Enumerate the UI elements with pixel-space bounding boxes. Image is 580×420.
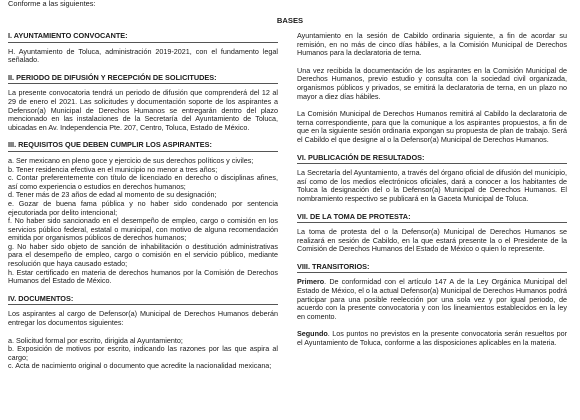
section-2-heading: II. PERIODO DE DIFUSIÓN Y RECEPCIÓN DE SOLICITUDES:: [8, 72, 217, 82]
paragraph: La Comisión Municipal de Derechos Humanos remitirá al Cabildo la declaratoria de terna correspondiente, para que la comunique a los aspirantes propuestos, a fin de que en la siguiente sesión ordinaria expongan su propuesta de plan de trabajo. Será el Cabildo el que designe al o la Defensor(a) Municipal de Derechos Humanos.: [297, 109, 567, 144]
section-2-text: La presente convocatoria tendrá un periodo de difusión que comprenderá del 12 al 29 de enero el 2021. Las solicitudes y documentación soporte de los aspirantes a Defensor(a) Municipal de Derechos Humanos se entregarán dentro del plazo mencionado en las instalaciones de la Secretaría del Ayuntamiento de Toluca, ubicadas en Av. Independencia Pte. 207, Centro, Toluca, Estado de México.: [8, 88, 278, 132]
transitorio-label: Segundo: [297, 329, 328, 339]
transitorio-text: . De conformidad con el artículo 147 A de la Ley Orgánica Municipal del Estado de México, el o la actual Defensor(a) Municipal de Derechos Humanos podrá participar para una posible reelección por una sola vez y por igual periodo, de acuerdo con la presente convocatoria y con los lineamientos establecidos en la ley en comento.: [297, 277, 567, 321]
list-item: a. Ser mexicano en pleno goce y ejercicio de sus derechos políticos y civiles;: [8, 155, 254, 165]
left-column: [8, 32, 278, 371]
list-item: g. No haber sido objeto de sanción de inhabilitación o destitución administrativas para el desempeño de empleo, cargo o comisión en el servicio público, mediante resolución que haya causado estado;: [8, 241, 278, 269]
list-item: d. Tener más de 23 años de edad al momento de su designación;: [8, 190, 217, 200]
section-1-heading: I. AYUNTAMIENTO CONVOCANTE:: [8, 31, 128, 40]
section-4-heading: IV. DOCUMENTOS:: [8, 293, 74, 303]
section-1-text: H. Ayuntamiento de Toluca, administración 2019-2021, con el fundamento legal señalado.: [8, 46, 278, 65]
list-item: h. Estar certificado en materia de derechos humanos por la Comisión de Derechos Humanos del Estado de México.: [8, 267, 278, 286]
bases-title: BASES: [276, 16, 304, 25]
section-divider: [8, 151, 278, 152]
section-7-text: La toma de protesta del o la Defensor(a) Municipal de Derechos Humanos se realizará en sesión de Cabildo, en la que estará presente la o el Presidente de la Comisión de Derechos Humanos del Estado de México o quien lo represente.: [297, 227, 567, 254]
transitorio-segundo: [297, 330, 567, 347]
section-3-heading: III. REQUISITOS QUE DEBEN CUMPLIR LOS ASPIRANTES:: [8, 140, 212, 150]
right-column: [297, 32, 567, 357]
requirements-list: [8, 157, 278, 286]
section-6-heading: VI. PUBLICACIÓN DE RESULTADOS:: [297, 152, 425, 162]
section-divider: [297, 222, 567, 223]
list-item: b. Tener residencia efectiva en el municipio no menor a tres años;: [8, 164, 218, 174]
list-item: c. Acta de nacimiento original o documento que acredite la nacionalidad mexicana;: [8, 361, 272, 371]
paragraph: Una vez recibida la documentación de los aspirantes en la Comisión Municipal de Derechos Humanos, previo estudio y consulta con la sociedad civil organizada, organismos públicos y privados, se emitirá la declaratoria de terna, en un plazo no mayor a diez días hábiles.: [297, 65, 567, 101]
list-item: e. Gozar de buena fama pública y no haber sido condenado por sentencia ejecutoriada por delito intencional;: [8, 198, 278, 217]
transitorio-primero: [297, 278, 567, 321]
section-divider: [8, 83, 278, 84]
section-4-text: Los aspirantes al cargo de Defensor(a) Municipal de Derechos Humanos deberán entregar los documentos siguientes:: [8, 309, 278, 328]
list-item: c. Contar preferentemente con título de licenciado en derecho o disciplinas afines, así como experiencia o estudios en derechos humanos;: [8, 173, 278, 191]
section-divider: [8, 42, 278, 43]
list-item: f. No haber sido sancionado en el desempeño de empleo, cargo o comisión en los servicios público federal, estatal o municipal, con motivo de alguna recomendación emitida por organismos públicos de derechos humanos;: [8, 216, 278, 243]
section-divider: [8, 304, 278, 305]
section-7-heading: VII. DE LA TOMA DE PROTESTA:: [297, 211, 411, 221]
section-divider: [297, 163, 567, 164]
intro-text: Conforme a las siguientes:: [8, 0, 96, 8]
section-8-heading: VIII. TRANSITORIOS:: [297, 261, 370, 271]
section-6-text: La Secretaría del Ayuntamiento, a través del órgano oficial de difusión del municipio, así como de los medios electrónicos oficiales, dará a conocer a los habitantes de Toluca la designación del o la Defensor(a) Municipal de Derechos Humanos. El nombramiento respectivo se publicará en la Gaceta Municipal de Toluca.: [297, 168, 567, 203]
documents-list: [8, 337, 278, 371]
transitorio-label: Primero: [297, 277, 325, 287]
list-item: b. Exposición de motivos por escrito, indicando las razones por las que aspira al cargo;: [8, 344, 278, 362]
section-divider: [297, 272, 567, 273]
list-item: a. Solicitud formal por escrito, dirigida al Ayuntamiento;: [8, 335, 183, 345]
paragraph: Ayuntamiento en la sesión de Cabildo ordinaria siguiente, a fin de acordar su remisión, en no más de cinco días hábiles, a la Comisión Municipal de Derechos Humanos para la declaratoria de terna.: [297, 31, 567, 58]
transitorio-text: . Los puntos no previstos en la presente convocatoria serán resueltos por el Ayuntamiento de Toluca, conforme a las disposiciones aplicables en la materia.: [297, 329, 567, 348]
